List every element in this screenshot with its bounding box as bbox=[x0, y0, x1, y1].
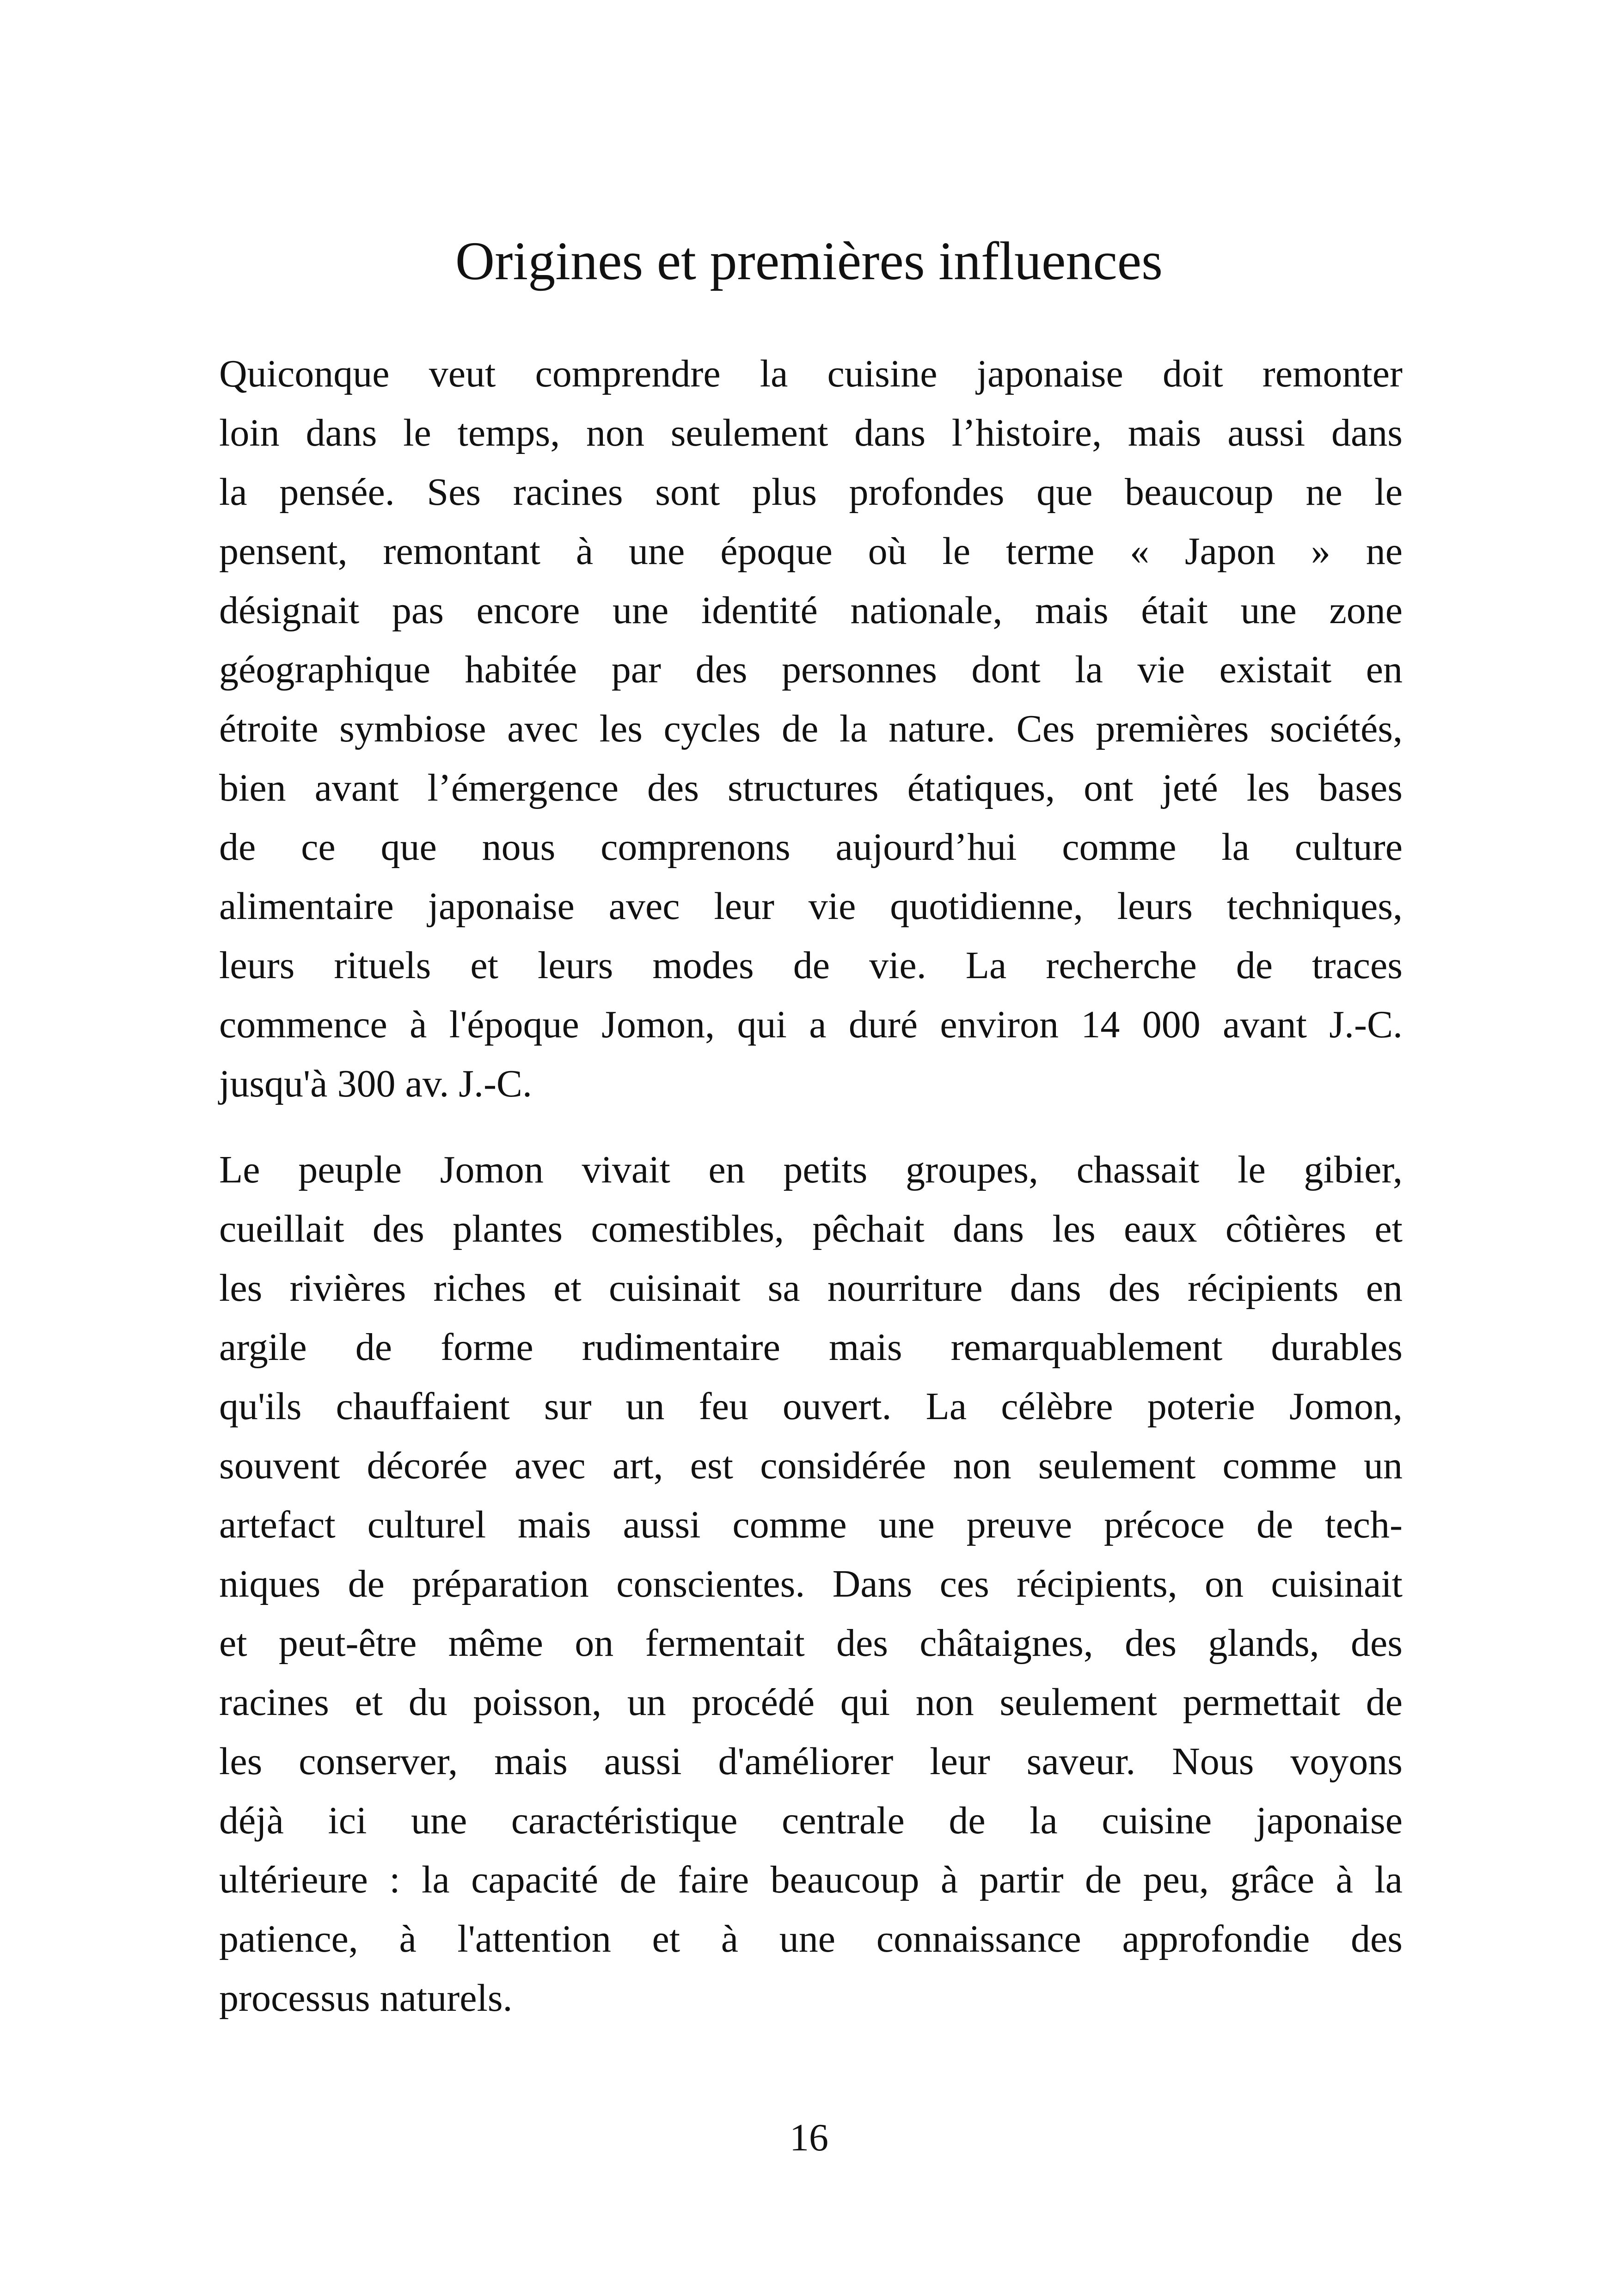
text-line: ultérieure : la capacité de faire beaucoup à partir de peu, grâce à la bbox=[219, 1858, 1403, 1901]
text-line: étroite symbiose avec les cycles de la nature. Ces premières sociétés, bbox=[219, 707, 1403, 750]
text-line: alimentaire japonaise avec leur vie quotidienne, leurs techniques, bbox=[219, 885, 1403, 928]
body-text bbox=[219, 344, 1403, 2028]
text-line: bien avant l’émergence des structures étatiques, ont jeté les bases bbox=[219, 766, 1403, 809]
text-line: cueillait des plantes comestibles, pêchait dans les eaux côtières et bbox=[219, 1207, 1403, 1250]
text-line: argile de forme rudimentaire mais remarquablement durables bbox=[219, 1326, 1403, 1369]
text-line: patience, à l'attention et à une connaissance approfondie des bbox=[219, 1917, 1403, 1960]
text-line: les conserver, mais aussi d'améliorer leur saveur. Nous voyons bbox=[219, 1740, 1403, 1783]
text-line: et peut-être même on fermentait des châtaignes, des glands, des bbox=[219, 1622, 1403, 1665]
text-line: loin dans le temps, non seulement dans l’histoire, mais aussi dans bbox=[219, 411, 1403, 454]
text-line: leurs rituels et leurs modes de vie. La recherche de traces bbox=[219, 944, 1403, 987]
text-line: déjà ici une caractéristique centrale de la cuisine japonaise bbox=[219, 1799, 1403, 1842]
paragraph-spacing bbox=[219, 1114, 1403, 1140]
chapter-title: Origines et premières influences bbox=[455, 231, 1163, 291]
page-number: 16 bbox=[790, 2116, 828, 2159]
text-line: de ce que nous comprenons aujourd’hui comme la culture bbox=[219, 826, 1403, 869]
text-line: géographique habitée par des personnes dont la vie existait en bbox=[219, 648, 1403, 691]
text-line: souvent décorée avec art, est considérée non seulement comme un bbox=[219, 1444, 1403, 1487]
text-line: Quiconque veut comprendre la cuisine japonaise doit remonter bbox=[219, 352, 1403, 395]
text-line: racines et du poisson, un procédé qui non seulement permettait de bbox=[219, 1681, 1403, 1724]
text-line: artefact culturel mais aussi comme une preuve précoce de tech- bbox=[219, 1503, 1403, 1546]
text-line: la pensée. Ses racines sont plus profondes que beaucoup ne le bbox=[219, 471, 1403, 514]
text-line: Le peuple Jomon vivait en petits groupes, chassait le gibier, bbox=[219, 1148, 1403, 1191]
text-line: pensent, remontant à une époque où le terme « Japon » ne bbox=[219, 530, 1403, 573]
text-line: commence à l'époque Jomon, qui a duré environ 14 000 avant J.-C. bbox=[219, 1003, 1403, 1046]
text-line: jusqu'à 300 av. J.-C. bbox=[219, 1062, 532, 1105]
text-line: niques de préparation conscientes. Dans ces récipients, on cuisinait bbox=[219, 1562, 1403, 1605]
text-line: les rivières riches et cuisinait sa nourriture dans des récipients en bbox=[219, 1267, 1403, 1310]
text-line: qu'ils chauffaient sur un feu ouvert. La célèbre poterie Jomon, bbox=[219, 1385, 1403, 1428]
paragraph-2 bbox=[219, 1140, 1403, 2028]
text-line: désignait pas encore une identité nationale, mais était une zone bbox=[219, 589, 1403, 632]
text-line: processus naturels. bbox=[219, 1977, 513, 2020]
paragraph-1 bbox=[219, 344, 1403, 1114]
